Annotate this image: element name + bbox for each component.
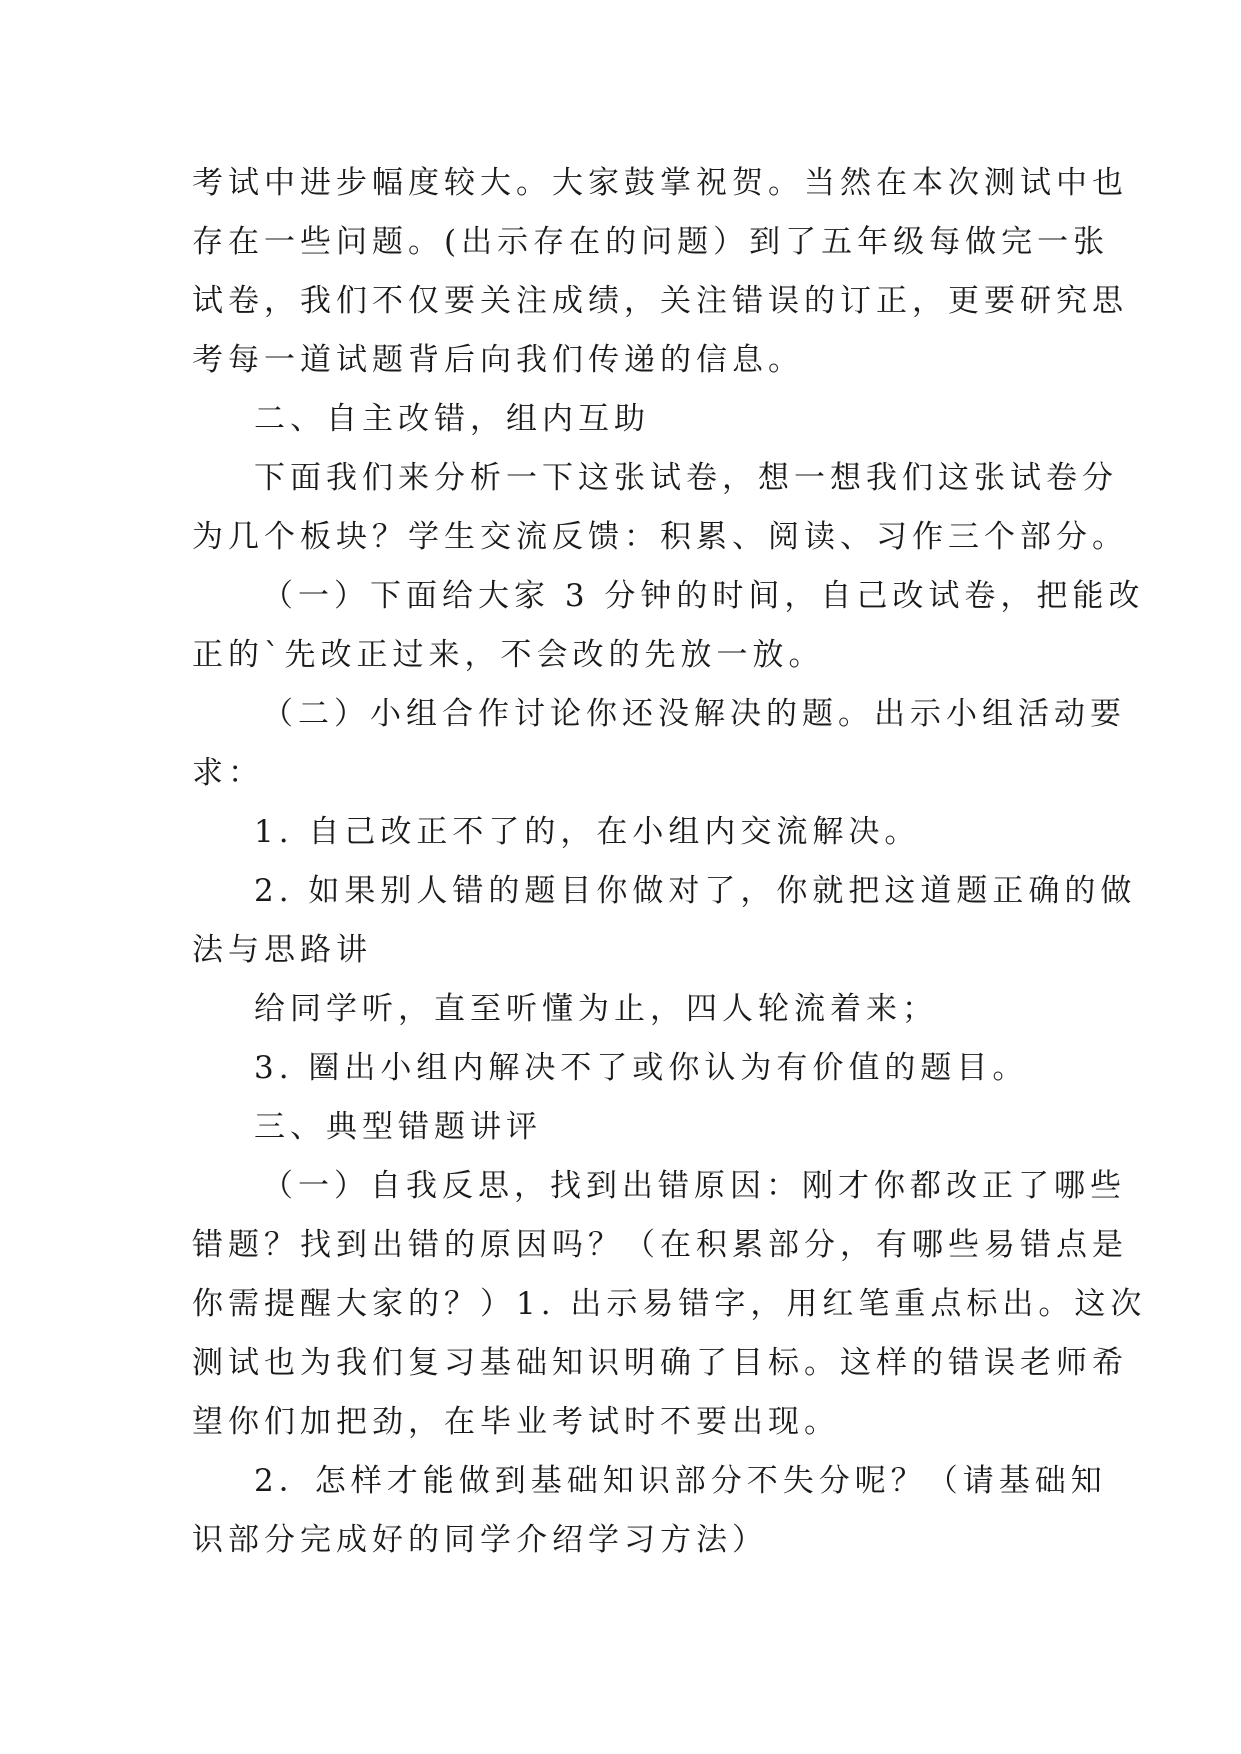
text-line: （二）小组合作讨论你还没解决的题。出示小组活动要 [262, 696, 1126, 732]
text-line: 正的`先改正过来，不会改的先放一放。 [192, 637, 825, 673]
section-heading: 三、典型错题讲评 [254, 1109, 542, 1145]
text-line: 考试中进步幅度较大。大家鼓掌祝贺。当然在本次测试中也 [192, 165, 1128, 201]
text-line: 下面我们来分析一下这张试卷，想一想我们这张试卷分 [254, 460, 1118, 496]
list-item: 3. 圈出小组内解决不了或你认为有价值的题目。 [254, 1050, 1029, 1086]
text-line: 法与思路讲 [192, 932, 372, 968]
text-line: 识部分完成好的同学介绍学习方法） [192, 1522, 768, 1558]
list-item: 2. 如果别人错的题目你做对了，你就把这道题正确的做 [254, 873, 1137, 909]
text-line: （一）自我反思，找到出错原因：刚才你都改正了哪些 [262, 1168, 1126, 1204]
list-item: 2．怎样才能做到基础知识部分不失分呢？（请基础知 [254, 1463, 1107, 1499]
text-line: 为几个板块？学生交流反馈：积累、阅读、习作三个部分。 [192, 519, 1128, 555]
text-line: 试卷，我们不仅要关注成绩，关注错误的订正，更要研究思 [192, 283, 1128, 319]
text-line: 你需提醒大家的？）1. 出示易错字，用红笔重点标出。这次 [192, 1286, 1147, 1322]
text-line: （一）下面给大家 3 分钟的时间，自己改试卷，把能改 [262, 578, 1145, 614]
text-line: 测试也为我们复习基础知识明确了目标。这样的错误老师希 [192, 1345, 1128, 1381]
text-line: 求： [192, 755, 264, 791]
list-item: 1. 自己改正不了的，在小组内交流解决。 [254, 814, 921, 850]
text-line: 考每一道试题背后向我们传递的信息。 [192, 342, 804, 378]
text-line: 给同学听，直至听懂为止，四人轮流着来； [254, 991, 938, 1027]
text-line: 望你们加把劲，在毕业考试时不要出现。 [192, 1404, 840, 1440]
text-line: 存在一些问题。(出示存在的问题）到了五年级每做完一张 [192, 224, 1110, 260]
section-heading: 二、自主改错，组内互助 [254, 401, 650, 437]
text-line: 错题？找到出错的原因吗？（在积累部分，有哪些易错点是 [192, 1227, 1128, 1263]
